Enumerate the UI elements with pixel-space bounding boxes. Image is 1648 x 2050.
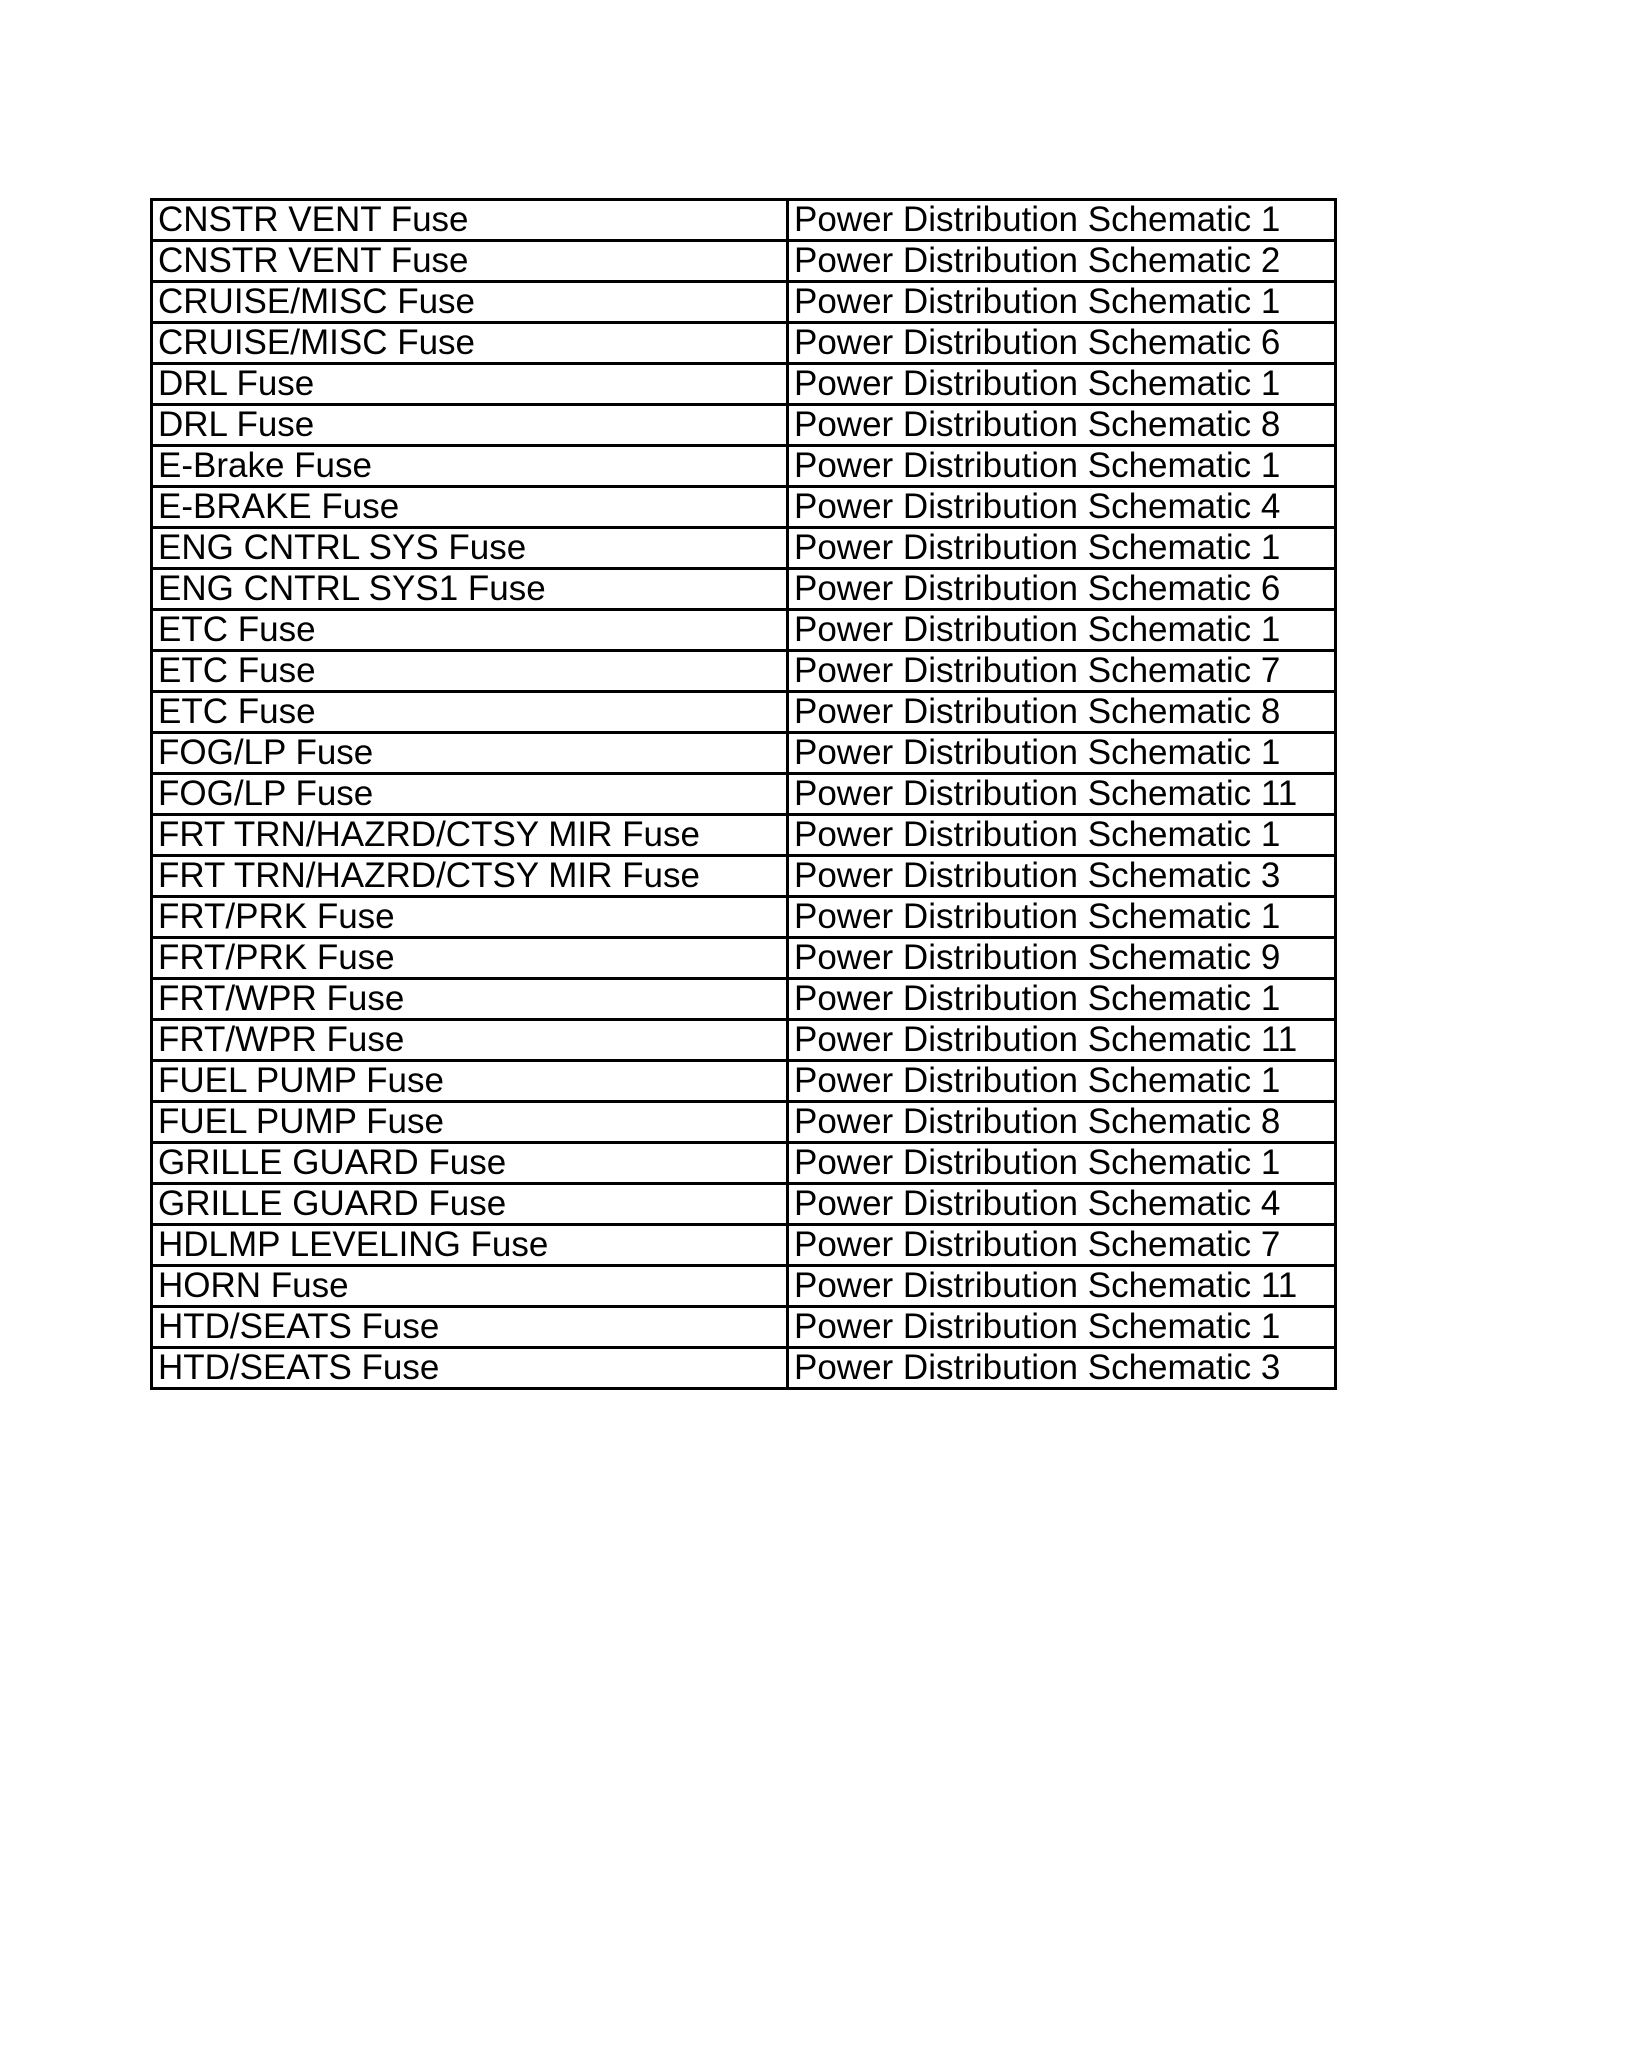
table-row xyxy=(152,856,1336,897)
table-row xyxy=(152,1307,1336,1348)
fuse-name-cell: FRT TRN/HAZRD/CTSY MIR Fuse xyxy=(152,856,788,897)
fuse-schematic-table xyxy=(150,198,1337,1390)
fuse-name-cell: GRILLE GUARD Fuse xyxy=(152,1184,788,1225)
fuse-name-cell: FRT/PRK Fuse xyxy=(152,938,788,979)
fuse-name-cell: FOG/LP Fuse xyxy=(152,774,788,815)
schematic-reference-cell: Power Distribution Schematic 6 xyxy=(788,323,1336,364)
schematic-reference-cell: Power Distribution Schematic 8 xyxy=(788,1102,1336,1143)
table-row xyxy=(152,1061,1336,1102)
table-row xyxy=(152,569,1336,610)
fuse-name-cell: FRT/PRK Fuse xyxy=(152,897,788,938)
fuse-name-cell: ETC Fuse xyxy=(152,651,788,692)
table-row xyxy=(152,733,1336,774)
fuse-name-cell: ETC Fuse xyxy=(152,610,788,651)
fuse-name-cell: HORN Fuse xyxy=(152,1266,788,1307)
schematic-reference-cell: Power Distribution Schematic 1 xyxy=(788,282,1336,323)
schematic-reference-cell: Power Distribution Schematic 6 xyxy=(788,569,1336,610)
schematic-reference-cell: Power Distribution Schematic 1 xyxy=(788,610,1336,651)
table-row xyxy=(152,323,1336,364)
table-row xyxy=(152,405,1336,446)
table-row xyxy=(152,938,1336,979)
schematic-reference-cell: Power Distribution Schematic 1 xyxy=(788,1143,1336,1184)
table-row xyxy=(152,692,1336,733)
table-row xyxy=(152,1348,1336,1389)
schematic-reference-cell: Power Distribution Schematic 4 xyxy=(788,487,1336,528)
fuse-name-cell: FRT/WPR Fuse xyxy=(152,979,788,1020)
table-row xyxy=(152,1266,1336,1307)
schematic-reference-cell: Power Distribution Schematic 8 xyxy=(788,692,1336,733)
schematic-reference-cell: Power Distribution Schematic 1 xyxy=(788,1307,1336,1348)
fuse-name-cell: FRT/WPR Fuse xyxy=(152,1020,788,1061)
table-row xyxy=(152,815,1336,856)
table-row xyxy=(152,241,1336,282)
fuse-name-cell: HDLMP LEVELING Fuse xyxy=(152,1225,788,1266)
fuse-name-cell: CRUISE/MISC Fuse xyxy=(152,323,788,364)
schematic-reference-cell: Power Distribution Schematic 7 xyxy=(788,651,1336,692)
table-row xyxy=(152,1225,1336,1266)
table-row xyxy=(152,774,1336,815)
schematic-reference-cell: Power Distribution Schematic 1 xyxy=(788,815,1336,856)
table-row xyxy=(152,1020,1336,1061)
schematic-reference-cell: Power Distribution Schematic 1 xyxy=(788,979,1336,1020)
fuse-name-cell: E-BRAKE Fuse xyxy=(152,487,788,528)
fuse-table-body xyxy=(152,200,1336,1389)
schematic-reference-cell: Power Distribution Schematic 3 xyxy=(788,856,1336,897)
schematic-reference-cell: Power Distribution Schematic 3 xyxy=(788,1348,1336,1389)
table-row xyxy=(152,1143,1336,1184)
schematic-reference-cell: Power Distribution Schematic 1 xyxy=(788,200,1336,241)
table-row xyxy=(152,200,1336,241)
schematic-reference-cell: Power Distribution Schematic 2 xyxy=(788,241,1336,282)
table-row xyxy=(152,651,1336,692)
table-row xyxy=(152,364,1336,405)
fuse-name-cell: FRT TRN/HAZRD/CTSY MIR Fuse xyxy=(152,815,788,856)
table-row xyxy=(152,979,1336,1020)
schematic-reference-cell: Power Distribution Schematic 1 xyxy=(788,1061,1336,1102)
table-row xyxy=(152,897,1336,938)
schematic-reference-cell: Power Distribution Schematic 7 xyxy=(788,1225,1336,1266)
table-row xyxy=(152,528,1336,569)
fuse-name-cell: GRILLE GUARD Fuse xyxy=(152,1143,788,1184)
fuse-name-cell: CNSTR VENT Fuse xyxy=(152,241,788,282)
table-row xyxy=(152,487,1336,528)
fuse-name-cell: CRUISE/MISC Fuse xyxy=(152,282,788,323)
schematic-reference-cell: Power Distribution Schematic 1 xyxy=(788,528,1336,569)
schematic-reference-cell: Power Distribution Schematic 11 xyxy=(788,1266,1336,1307)
table-row xyxy=(152,1184,1336,1225)
fuse-name-cell: ENG CNTRL SYS1 Fuse xyxy=(152,569,788,610)
fuse-name-cell: HTD/SEATS Fuse xyxy=(152,1307,788,1348)
fuse-name-cell: FOG/LP Fuse xyxy=(152,733,788,774)
fuse-name-cell: DRL Fuse xyxy=(152,405,788,446)
schematic-reference-cell: Power Distribution Schematic 8 xyxy=(788,405,1336,446)
schematic-reference-cell: Power Distribution Schematic 1 xyxy=(788,364,1336,405)
fuse-name-cell: FUEL PUMP Fuse xyxy=(152,1102,788,1143)
table-row xyxy=(152,446,1336,487)
fuse-name-cell: DRL Fuse xyxy=(152,364,788,405)
fuse-name-cell: HTD/SEATS Fuse xyxy=(152,1348,788,1389)
table-row xyxy=(152,1102,1336,1143)
fuse-name-cell: ETC Fuse xyxy=(152,692,788,733)
schematic-reference-cell: Power Distribution Schematic 11 xyxy=(788,1020,1336,1061)
table-row xyxy=(152,610,1336,651)
schematic-reference-cell: Power Distribution Schematic 9 xyxy=(788,938,1336,979)
schematic-reference-cell: Power Distribution Schematic 1 xyxy=(788,733,1336,774)
fuse-name-cell: E-Brake Fuse xyxy=(152,446,788,487)
fuse-name-cell: FUEL PUMP Fuse xyxy=(152,1061,788,1102)
schematic-reference-cell: Power Distribution Schematic 11 xyxy=(788,774,1336,815)
table-row xyxy=(152,282,1336,323)
schematic-reference-cell: Power Distribution Schematic 4 xyxy=(788,1184,1336,1225)
schematic-reference-cell: Power Distribution Schematic 1 xyxy=(788,897,1336,938)
fuse-name-cell: ENG CNTRL SYS Fuse xyxy=(152,528,788,569)
fuse-name-cell: CNSTR VENT Fuse xyxy=(152,200,788,241)
schematic-reference-cell: Power Distribution Schematic 1 xyxy=(788,446,1336,487)
